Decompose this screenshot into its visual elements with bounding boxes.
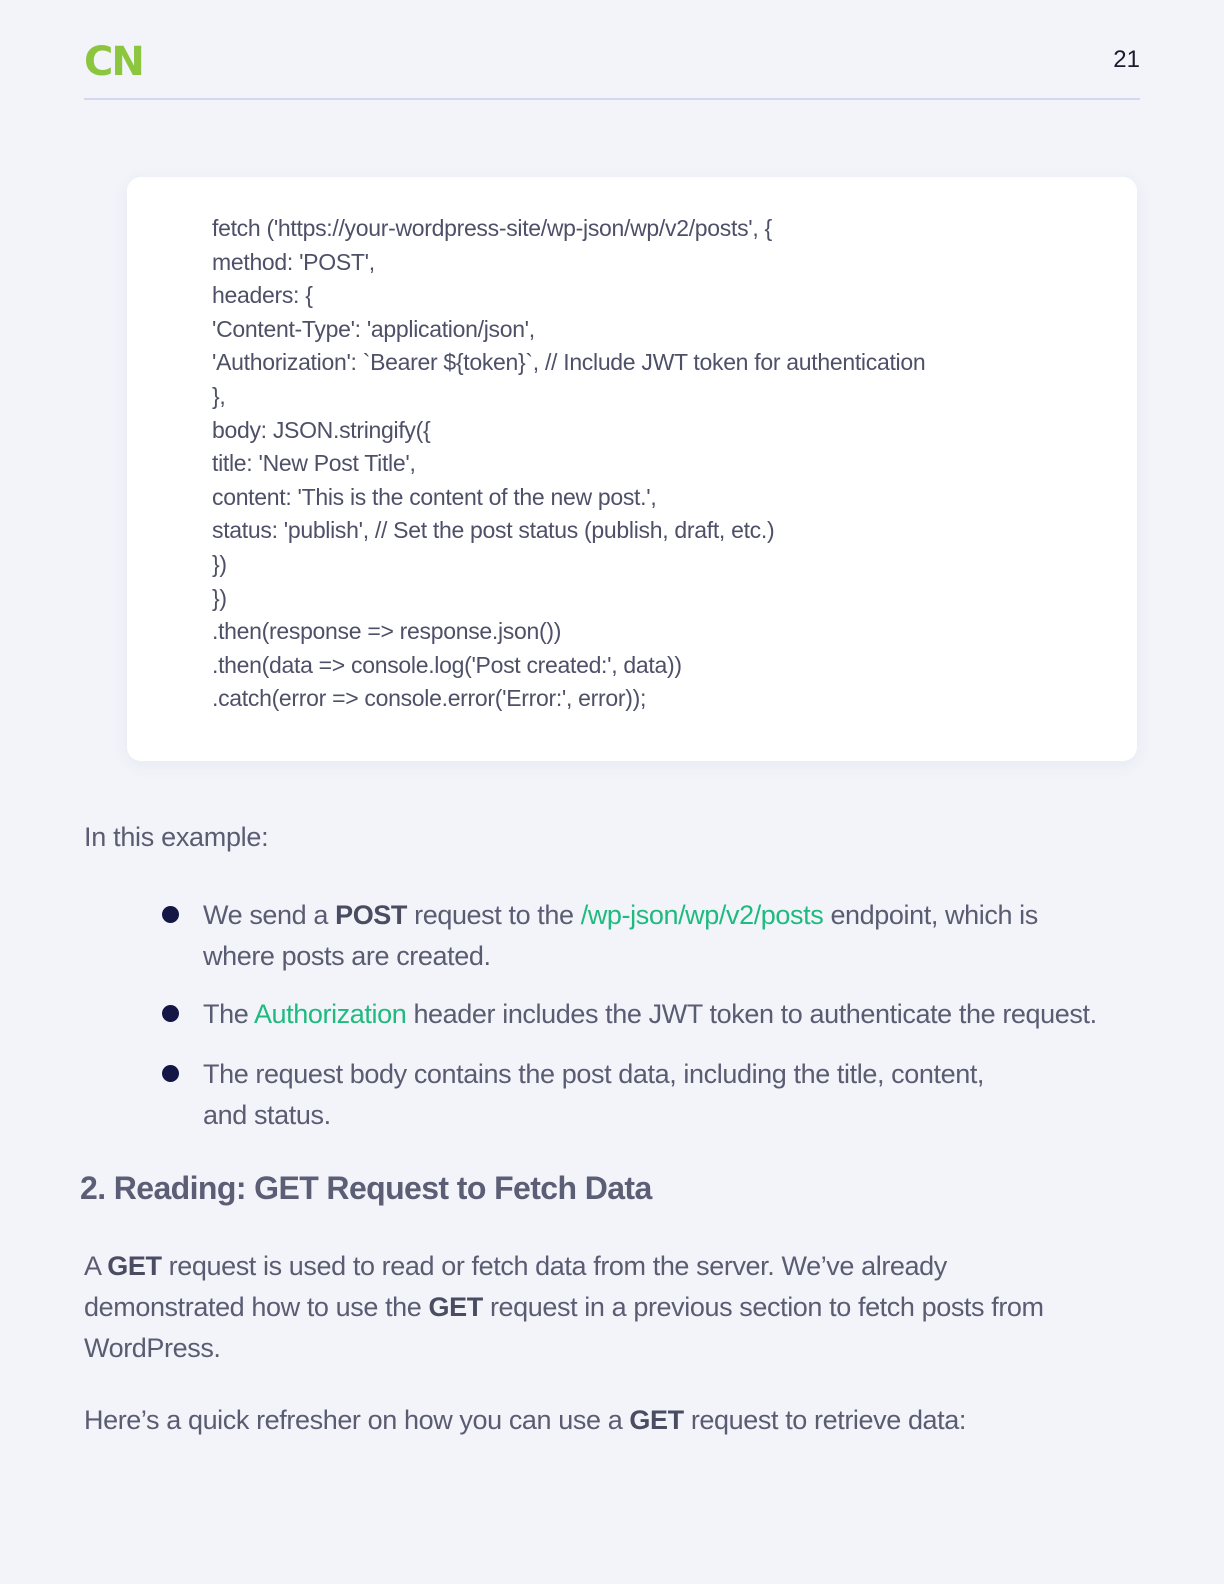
page-number: 21 xyxy=(1113,46,1140,73)
paragraph-text: Here’s a quick refresher on how you can use a xyxy=(84,1405,630,1435)
endpoint-link[interactable]: /wp-json/wp/v2/posts xyxy=(580,900,824,930)
code-line: .then(response => response.json()) xyxy=(212,618,562,645)
paragraph-strong: GET xyxy=(107,1251,162,1281)
code-line: method: 'POST', xyxy=(212,248,375,275)
code-block xyxy=(127,177,1137,761)
code-line: content: 'This is the content of the new post.', xyxy=(212,483,657,510)
code-line: }) xyxy=(212,584,227,611)
list-item xyxy=(160,895,1103,971)
code-line: status: 'publish', // Set the post status (publish, draft, etc.) xyxy=(212,517,775,544)
paragraph-text: request is used to read or fetch data from the server. We’ve already demonstrated how to use the xyxy=(84,1251,947,1322)
code-lines xyxy=(212,212,925,716)
page-header xyxy=(84,40,1140,100)
authorization-link[interactable]: Authorization xyxy=(253,999,407,1029)
bullet-text: The xyxy=(203,999,254,1029)
code-line: }, xyxy=(212,382,226,409)
paragraph-strong: GET xyxy=(629,1405,684,1435)
paragraph-text: request to retrieve data: xyxy=(683,1405,966,1435)
bullet-text: The request body contains the post data, including the title, content, and status. xyxy=(203,1059,985,1130)
paragraph-strong: GET xyxy=(428,1292,483,1322)
code-line: 'Authorization': `Bearer ${token}`, // Include JWT token for authentication xyxy=(212,349,926,376)
bullet-text: endpoint, which is where posts are created. xyxy=(203,900,1038,971)
code-line: fetch ('https://your-wordpress-site/wp-json/wp/v2/posts', { xyxy=(212,215,772,241)
code-line: title: 'New Post Title', xyxy=(212,450,416,477)
code-line: }) xyxy=(212,550,227,577)
paragraph-text: request in a previous section to fetch posts from WordPress. xyxy=(84,1292,1044,1363)
section-heading: 2. Reading: GET Request to Fetch Data xyxy=(80,1170,652,1206)
bullet-strong: POST xyxy=(335,900,408,930)
paragraph-text: A xyxy=(84,1251,108,1281)
code-line: .catch(error => console.error('Error:', error)); xyxy=(212,685,647,712)
intro-text: In this example: xyxy=(84,822,269,852)
list-item xyxy=(160,1054,1003,1136)
paragraph xyxy=(84,1400,1144,1441)
list-item xyxy=(160,994,1213,1035)
bullet-text: header includes the JWT token to authenticate the request. xyxy=(406,999,1097,1029)
code-line: .then(data => console.log('Post created:', data)) xyxy=(212,651,682,678)
bullet-text: request to the xyxy=(407,900,581,930)
bullet-text: We send a xyxy=(203,900,336,930)
code-line: 'Content-Type': 'application/json', xyxy=(212,315,535,342)
code-line: headers: { xyxy=(212,282,313,309)
cn-logo: CN xyxy=(84,39,143,85)
code-line: body: JSON.stringify({ xyxy=(212,416,431,443)
bullet-list xyxy=(160,895,1170,1136)
paragraph xyxy=(84,1246,1044,1369)
